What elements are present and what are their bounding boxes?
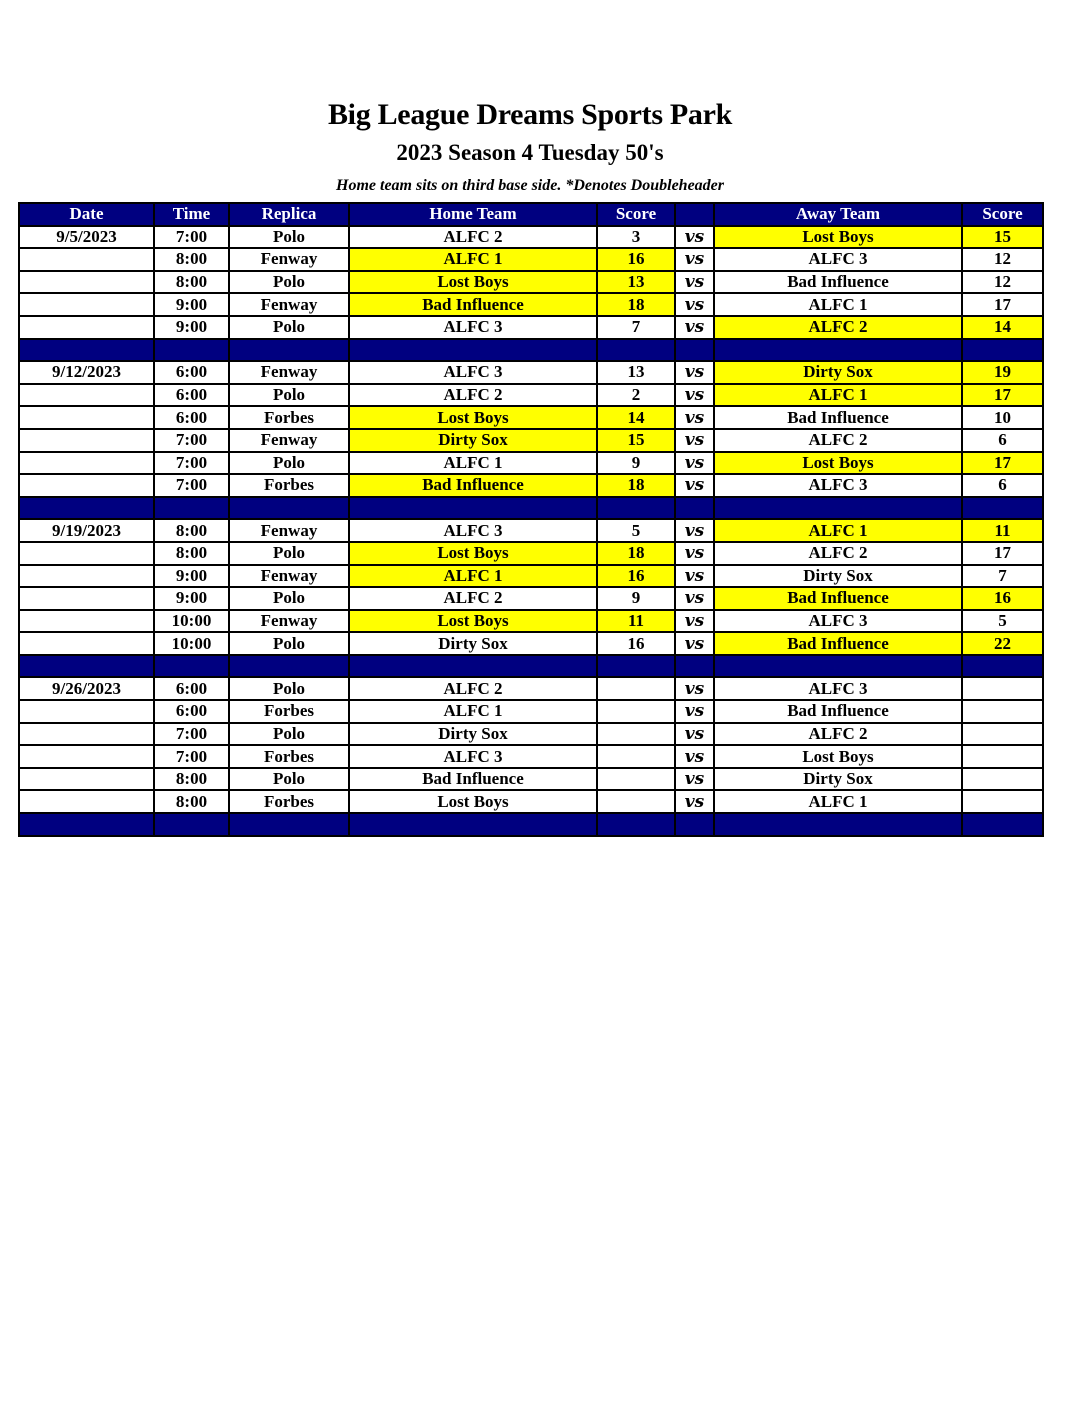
replica-cell: Fenway <box>229 519 349 542</box>
game-row <box>19 542 1043 565</box>
game-row <box>19 452 1043 475</box>
away-score-cell <box>962 677 1043 700</box>
schedule-note: Home team sits on third base side. *Denotes Doubleheader <box>336 177 724 194</box>
vs-label: vs <box>675 632 714 655</box>
home-team-cell: ALFC 2 <box>349 226 597 249</box>
game-row <box>19 316 1043 339</box>
separator-cell <box>962 497 1043 520</box>
vs-label: vs <box>675 361 714 384</box>
column-header-time: Time <box>154 203 229 226</box>
date-cell <box>19 723 154 746</box>
date-cell <box>19 565 154 588</box>
away-score-cell: 7 <box>962 565 1043 588</box>
date-cell <box>19 768 154 791</box>
away-score-cell <box>962 700 1043 723</box>
game-row <box>19 745 1043 768</box>
home-score-cell <box>597 768 675 791</box>
game-row <box>19 226 1043 249</box>
separator-cell <box>597 655 675 678</box>
away-team-cell: Dirty Sox <box>714 565 962 588</box>
home-team-cell: ALFC 1 <box>349 700 597 723</box>
game-row <box>19 361 1043 384</box>
game-row <box>19 384 1043 407</box>
date-cell <box>19 700 154 723</box>
separator-cell <box>675 339 714 362</box>
separator-cell <box>714 655 962 678</box>
home-team-cell: Lost Boys <box>349 406 597 429</box>
vs-label: vs <box>675 565 714 588</box>
vs-label: vs <box>675 384 714 407</box>
away-team-cell: Bad Influence <box>714 587 962 610</box>
away-score-cell <box>962 745 1043 768</box>
time-cell: 6:00 <box>154 361 229 384</box>
home-score-cell: 18 <box>597 542 675 565</box>
time-cell: 6:00 <box>154 406 229 429</box>
time-cell: 8:00 <box>154 542 229 565</box>
replica-cell: Polo <box>229 587 349 610</box>
game-row <box>19 677 1043 700</box>
game-row <box>19 248 1043 271</box>
replica-cell: Polo <box>229 677 349 700</box>
home-score-cell: 7 <box>597 316 675 339</box>
vs-label: vs <box>675 519 714 542</box>
date-cell <box>19 542 154 565</box>
vs-label: vs <box>675 768 714 791</box>
separator-cell <box>154 497 229 520</box>
home-score-cell: 9 <box>597 452 675 475</box>
column-header-home-team: Home Team <box>349 203 597 226</box>
vs-label: vs <box>675 790 714 813</box>
away-team-cell: ALFC 3 <box>714 474 962 497</box>
time-cell: 9:00 <box>154 587 229 610</box>
replica-cell: Fenway <box>229 565 349 588</box>
home-team-cell: ALFC 2 <box>349 677 597 700</box>
away-score-cell: 17 <box>962 293 1043 316</box>
separator-cell <box>714 497 962 520</box>
home-score-cell <box>597 723 675 746</box>
game-row <box>19 293 1043 316</box>
replica-cell: Fenway <box>229 429 349 452</box>
time-cell: 8:00 <box>154 271 229 294</box>
replica-cell: Polo <box>229 723 349 746</box>
page-subtitle: 2023 Season 4 Tuesday 50's <box>396 140 664 165</box>
date-cell <box>19 406 154 429</box>
home-score-cell: 16 <box>597 632 675 655</box>
date-cell <box>19 316 154 339</box>
vs-label: vs <box>675 677 714 700</box>
date-cell: 9/26/2023 <box>19 677 154 700</box>
time-cell: 10:00 <box>154 610 229 633</box>
game-row <box>19 768 1043 791</box>
away-team-cell: Bad Influence <box>714 271 962 294</box>
away-team-cell: Dirty Sox <box>714 768 962 791</box>
time-cell: 7:00 <box>154 226 229 249</box>
time-cell: 7:00 <box>154 474 229 497</box>
home-team-cell: ALFC 3 <box>349 361 597 384</box>
separator-cell <box>154 655 229 678</box>
home-score-cell: 9 <box>597 587 675 610</box>
week-separator-row <box>19 813 1043 836</box>
home-score-cell <box>597 790 675 813</box>
away-score-cell: 17 <box>962 542 1043 565</box>
separator-cell <box>349 813 597 836</box>
home-score-cell <box>597 700 675 723</box>
time-cell: 8:00 <box>154 519 229 542</box>
separator-cell <box>349 497 597 520</box>
away-score-cell: 11 <box>962 519 1043 542</box>
vs-label: vs <box>675 248 714 271</box>
vs-label: vs <box>675 610 714 633</box>
column-header-away-team: Away Team <box>714 203 962 226</box>
time-cell: 8:00 <box>154 790 229 813</box>
column-header-away-score: Score <box>962 203 1043 226</box>
time-cell: 7:00 <box>154 723 229 746</box>
replica-cell: Fenway <box>229 610 349 633</box>
vs-label: vs <box>675 700 714 723</box>
vs-label: vs <box>675 293 714 316</box>
away-team-cell: ALFC 2 <box>714 316 962 339</box>
home-team-cell: Lost Boys <box>349 790 597 813</box>
home-team-cell: Lost Boys <box>349 271 597 294</box>
away-team-cell: Bad Influence <box>714 700 962 723</box>
replica-cell: Polo <box>229 316 349 339</box>
away-team-cell: Dirty Sox <box>714 361 962 384</box>
away-team-cell: ALFC 3 <box>714 677 962 700</box>
replica-cell: Forbes <box>229 700 349 723</box>
game-row <box>19 565 1043 588</box>
vs-label: vs <box>675 226 714 249</box>
away-score-cell: 5 <box>962 610 1043 633</box>
away-score-cell: 17 <box>962 452 1043 475</box>
game-row <box>19 271 1043 294</box>
away-team-cell: ALFC 1 <box>714 384 962 407</box>
separator-cell <box>229 655 349 678</box>
home-team-cell: ALFC 3 <box>349 519 597 542</box>
game-row <box>19 474 1043 497</box>
time-cell: 8:00 <box>154 768 229 791</box>
game-row <box>19 700 1043 723</box>
date-cell <box>19 632 154 655</box>
replica-cell: Polo <box>229 452 349 475</box>
away-score-cell: 15 <box>962 226 1043 249</box>
away-team-cell: ALFC 2 <box>714 542 962 565</box>
separator-cell <box>19 339 154 362</box>
separator-cell <box>229 497 349 520</box>
separator-cell <box>19 497 154 520</box>
home-team-cell: ALFC 1 <box>349 452 597 475</box>
vs-label: vs <box>675 429 714 452</box>
date-cell <box>19 452 154 475</box>
vs-label: vs <box>675 474 714 497</box>
replica-cell: Polo <box>229 542 349 565</box>
time-cell: 8:00 <box>154 248 229 271</box>
date-cell: 9/12/2023 <box>19 361 154 384</box>
home-score-cell <box>597 745 675 768</box>
home-team-cell: Bad Influence <box>349 293 597 316</box>
replica-cell: Forbes <box>229 406 349 429</box>
home-team-cell: Dirty Sox <box>349 632 597 655</box>
game-row <box>19 632 1043 655</box>
separator-cell <box>962 655 1043 678</box>
date-cell <box>19 790 154 813</box>
home-score-cell: 18 <box>597 474 675 497</box>
away-team-cell: ALFC 1 <box>714 519 962 542</box>
time-cell: 7:00 <box>154 429 229 452</box>
time-cell: 7:00 <box>154 452 229 475</box>
game-row <box>19 429 1043 452</box>
separator-cell <box>714 339 962 362</box>
vs-label: vs <box>675 745 714 768</box>
home-score-cell: 2 <box>597 384 675 407</box>
replica-cell: Forbes <box>229 790 349 813</box>
game-row <box>19 587 1043 610</box>
time-cell: 9:00 <box>154 316 229 339</box>
time-cell: 7:00 <box>154 745 229 768</box>
date-cell: 9/5/2023 <box>19 226 154 249</box>
away-score-cell <box>962 790 1043 813</box>
week-separator-row <box>19 497 1043 520</box>
separator-cell <box>229 813 349 836</box>
date-cell <box>19 587 154 610</box>
time-cell: 10:00 <box>154 632 229 655</box>
schedule-table <box>18 202 1044 837</box>
separator-cell <box>229 339 349 362</box>
replica-cell: Polo <box>229 271 349 294</box>
column-header-date: Date <box>19 203 154 226</box>
vs-label: vs <box>675 723 714 746</box>
away-score-cell: 12 <box>962 271 1043 294</box>
week-separator-row <box>19 655 1043 678</box>
separator-cell <box>597 813 675 836</box>
separator-cell <box>714 813 962 836</box>
time-cell: 6:00 <box>154 677 229 700</box>
game-row <box>19 519 1043 542</box>
separator-cell <box>19 813 154 836</box>
time-cell: 9:00 <box>154 293 229 316</box>
separator-cell <box>597 339 675 362</box>
separator-cell <box>154 813 229 836</box>
date-cell <box>19 610 154 633</box>
home-team-cell: ALFC 2 <box>349 587 597 610</box>
separator-cell <box>962 813 1043 836</box>
home-score-cell: 11 <box>597 610 675 633</box>
date-cell <box>19 271 154 294</box>
away-team-cell: Bad Influence <box>714 406 962 429</box>
home-team-cell: Lost Boys <box>349 610 597 633</box>
home-score-cell: 15 <box>597 429 675 452</box>
date-cell: 9/19/2023 <box>19 519 154 542</box>
away-score-cell: 22 <box>962 632 1043 655</box>
away-score-cell: 14 <box>962 316 1043 339</box>
time-cell: 9:00 <box>154 565 229 588</box>
replica-cell: Fenway <box>229 248 349 271</box>
away-score-cell: 6 <box>962 474 1043 497</box>
home-team-cell: ALFC 2 <box>349 384 597 407</box>
replica-cell: Fenway <box>229 293 349 316</box>
separator-cell <box>597 497 675 520</box>
separator-cell <box>154 339 229 362</box>
date-cell <box>19 384 154 407</box>
date-cell <box>19 474 154 497</box>
away-team-cell: ALFC 3 <box>714 610 962 633</box>
game-row <box>19 406 1043 429</box>
away-team-cell: Lost Boys <box>714 226 962 249</box>
home-score-cell: 5 <box>597 519 675 542</box>
date-cell <box>19 293 154 316</box>
date-cell <box>19 429 154 452</box>
replica-cell: Polo <box>229 632 349 655</box>
home-team-cell: Lost Boys <box>349 542 597 565</box>
replica-cell: Polo <box>229 226 349 249</box>
home-team-cell: Dirty Sox <box>349 429 597 452</box>
home-team-cell: ALFC 3 <box>349 745 597 768</box>
column-header-replica: Replica <box>229 203 349 226</box>
away-team-cell: Bad Influence <box>714 632 962 655</box>
away-team-cell: ALFC 3 <box>714 248 962 271</box>
home-team-cell: ALFC 1 <box>349 565 597 588</box>
game-row <box>19 790 1043 813</box>
separator-cell <box>962 339 1043 362</box>
away-team-cell: Lost Boys <box>714 745 962 768</box>
away-score-cell: 17 <box>962 384 1043 407</box>
vs-label: vs <box>675 271 714 294</box>
vs-label: vs <box>675 542 714 565</box>
away-score-cell: 12 <box>962 248 1043 271</box>
away-score-cell <box>962 768 1043 791</box>
home-score-cell: 14 <box>597 406 675 429</box>
header-row <box>19 203 1043 226</box>
home-team-cell: Bad Influence <box>349 474 597 497</box>
home-team-cell: Bad Influence <box>349 768 597 791</box>
away-team-cell: ALFC 1 <box>714 293 962 316</box>
column-header-vs <box>675 203 714 226</box>
home-score-cell: 16 <box>597 248 675 271</box>
replica-cell: Fenway <box>229 361 349 384</box>
home-team-cell: Dirty Sox <box>349 723 597 746</box>
schedule-body <box>19 226 1043 836</box>
home-score-cell <box>597 677 675 700</box>
vs-label: vs <box>675 316 714 339</box>
away-team-cell: ALFC 2 <box>714 723 962 746</box>
column-header-home-score: Score <box>597 203 675 226</box>
home-team-cell: ALFC 1 <box>349 248 597 271</box>
vs-label: vs <box>675 587 714 610</box>
replica-cell: Forbes <box>229 745 349 768</box>
home-score-cell: 13 <box>597 361 675 384</box>
away-team-cell: Lost Boys <box>714 452 962 475</box>
vs-label: vs <box>675 406 714 429</box>
away-score-cell: 10 <box>962 406 1043 429</box>
away-score-cell: 19 <box>962 361 1043 384</box>
page-title: Big League Dreams Sports Park <box>327 98 733 131</box>
away-score-cell: 16 <box>962 587 1043 610</box>
away-score-cell <box>962 723 1043 746</box>
date-cell <box>19 745 154 768</box>
game-row <box>19 610 1043 633</box>
home-score-cell: 16 <box>597 565 675 588</box>
home-team-cell: ALFC 3 <box>349 316 597 339</box>
time-cell: 6:00 <box>154 700 229 723</box>
separator-cell <box>675 497 714 520</box>
home-score-cell: 18 <box>597 293 675 316</box>
away-team-cell: ALFC 1 <box>714 790 962 813</box>
game-row <box>19 723 1043 746</box>
away-score-cell: 6 <box>962 429 1043 452</box>
vs-label: vs <box>675 452 714 475</box>
time-cell: 6:00 <box>154 384 229 407</box>
home-score-cell: 3 <box>597 226 675 249</box>
home-score-cell: 13 <box>597 271 675 294</box>
separator-cell <box>675 655 714 678</box>
replica-cell: Forbes <box>229 474 349 497</box>
replica-cell: Polo <box>229 384 349 407</box>
separator-cell <box>349 339 597 362</box>
separator-cell <box>675 813 714 836</box>
separator-cell <box>19 655 154 678</box>
date-cell <box>19 248 154 271</box>
week-separator-row <box>19 339 1043 362</box>
separator-cell <box>349 655 597 678</box>
replica-cell: Polo <box>229 768 349 791</box>
away-team-cell: ALFC 2 <box>714 429 962 452</box>
